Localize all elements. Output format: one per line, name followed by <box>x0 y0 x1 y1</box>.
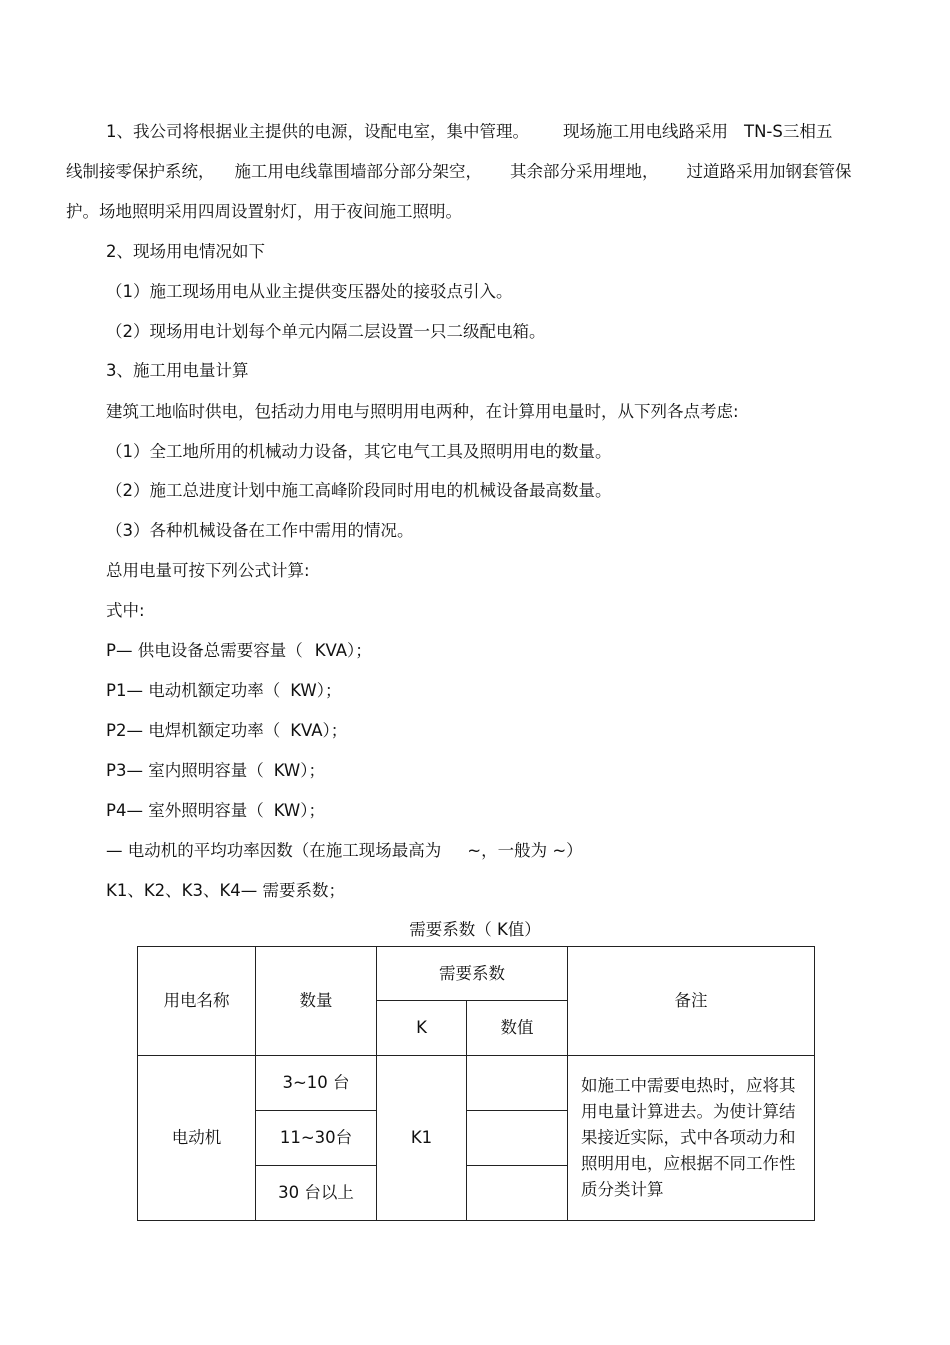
cell-value <box>467 1056 568 1111</box>
definition-p3 <box>106 761 325 781</box>
text-segment: P2— 电焊机额定功率（ <box>106 721 281 740</box>
text-segment: KVA）； <box>314 641 372 660</box>
table-row <box>138 1056 815 1111</box>
cell-quantity: 3~10 台 <box>256 1056 377 1111</box>
definition-p1 <box>106 681 342 701</box>
definition-p4 <box>106 801 325 821</box>
text-segment: 过道路采用加钢套管保 <box>686 162 852 181</box>
cell-k: K1 <box>377 1056 467 1221</box>
section-2-item-2: （2）现场用电计划每个单元内隔二层设置一只二级配电箱。 <box>106 322 546 341</box>
text-segment: 线制接零保护系统， <box>66 162 215 181</box>
table-header-row <box>138 947 815 1001</box>
text-segment: 施工用电线靠围墙部分部分架空， <box>234 162 482 181</box>
definition-power-factor <box>106 841 583 861</box>
definition-p <box>106 641 372 661</box>
cell-note <box>568 1056 815 1221</box>
text-segment: 其余部分采用埋地， <box>510 162 659 181</box>
definition-k: K1、K2、K3、K4— 需要系数； <box>106 881 346 900</box>
cell-value <box>467 1166 568 1221</box>
header-name: 用电名称 <box>138 947 256 1056</box>
text-segment: — 电动机的平均功率因数（在施工现场最高为 <box>106 841 442 860</box>
formula-intro: 总用电量可按下列公式计算: <box>106 561 310 580</box>
section-3-item-1: （1）全工地所用的机械动力设备，其它电气工具及照明用电的数量。 <box>106 442 612 461</box>
formula-where: 式中: <box>106 601 145 620</box>
header-coefficient-group: 需要系数 <box>377 947 568 1001</box>
table-title: 需要系数（ K值） <box>409 920 541 939</box>
text-segment: P3— 室内照明容量（ <box>106 761 264 780</box>
paragraph-1-line-2 <box>66 162 852 182</box>
demand-coefficient-table <box>137 946 815 1221</box>
text-segment: KVA）； <box>290 721 348 740</box>
note-text: 如施工中需要电热时，应将其用电量计算进去。为使计算结果接近实际，式中各项动力和照明用电，应根据不同工作性质分类计算 <box>581 1076 796 1199</box>
text-segment: KW）； <box>290 681 342 700</box>
section-3-item-2: （2）施工总进度计划中施工高峰阶段同时用电的机械设备最高数量。 <box>106 481 612 500</box>
text-segment: TN-S三相五 <box>744 122 833 141</box>
paragraph-1-line-3: 护。场地照明采用四周设置射灯，用于夜间施工照明。 <box>66 202 462 221</box>
text-segment: ~，一般为 ~） <box>467 841 583 860</box>
text-segment: P1— 电动机额定功率（ <box>106 681 281 700</box>
section-2-item-1: （1）施工现场用电从业主提供变压器处的接驳点引入。 <box>106 282 513 301</box>
text-segment: P4— 室外照明容量（ <box>106 801 264 820</box>
header-k: K <box>377 1001 467 1056</box>
text-segment: P— 供电设备总需要容量（ <box>106 641 303 660</box>
definition-p2 <box>106 721 347 741</box>
header-note: 备注 <box>568 947 815 1056</box>
text-segment: 现场施工用电线路采用 <box>563 122 728 141</box>
cell-name: 电动机 <box>138 1056 256 1221</box>
cell-quantity: 30 台以上 <box>256 1166 377 1221</box>
text-segment: 1、我公司将根据业主提供的电源，设配电室，集中管理。 <box>106 122 529 141</box>
paragraph-1-line-1 <box>106 122 832 142</box>
cell-quantity: 11~30台 <box>256 1111 377 1166</box>
cell-value <box>467 1111 568 1166</box>
section-3-item-3: （3）各种机械设备在工作中需用的情况。 <box>106 521 414 540</box>
section-3-heading: 3、施工用电量计算 <box>106 361 249 380</box>
section-3-intro: 建筑工地临时供电，包括动力用电与照明用电两种，在计算用电量时，从下列各点考虑: <box>106 402 739 421</box>
text-segment: KW）； <box>273 801 325 820</box>
header-quantity: 数量 <box>256 947 377 1056</box>
section-2-heading: 2、现场用电情况如下 <box>106 242 265 261</box>
text-segment: KW）； <box>273 761 325 780</box>
header-value: 数值 <box>467 1001 568 1056</box>
